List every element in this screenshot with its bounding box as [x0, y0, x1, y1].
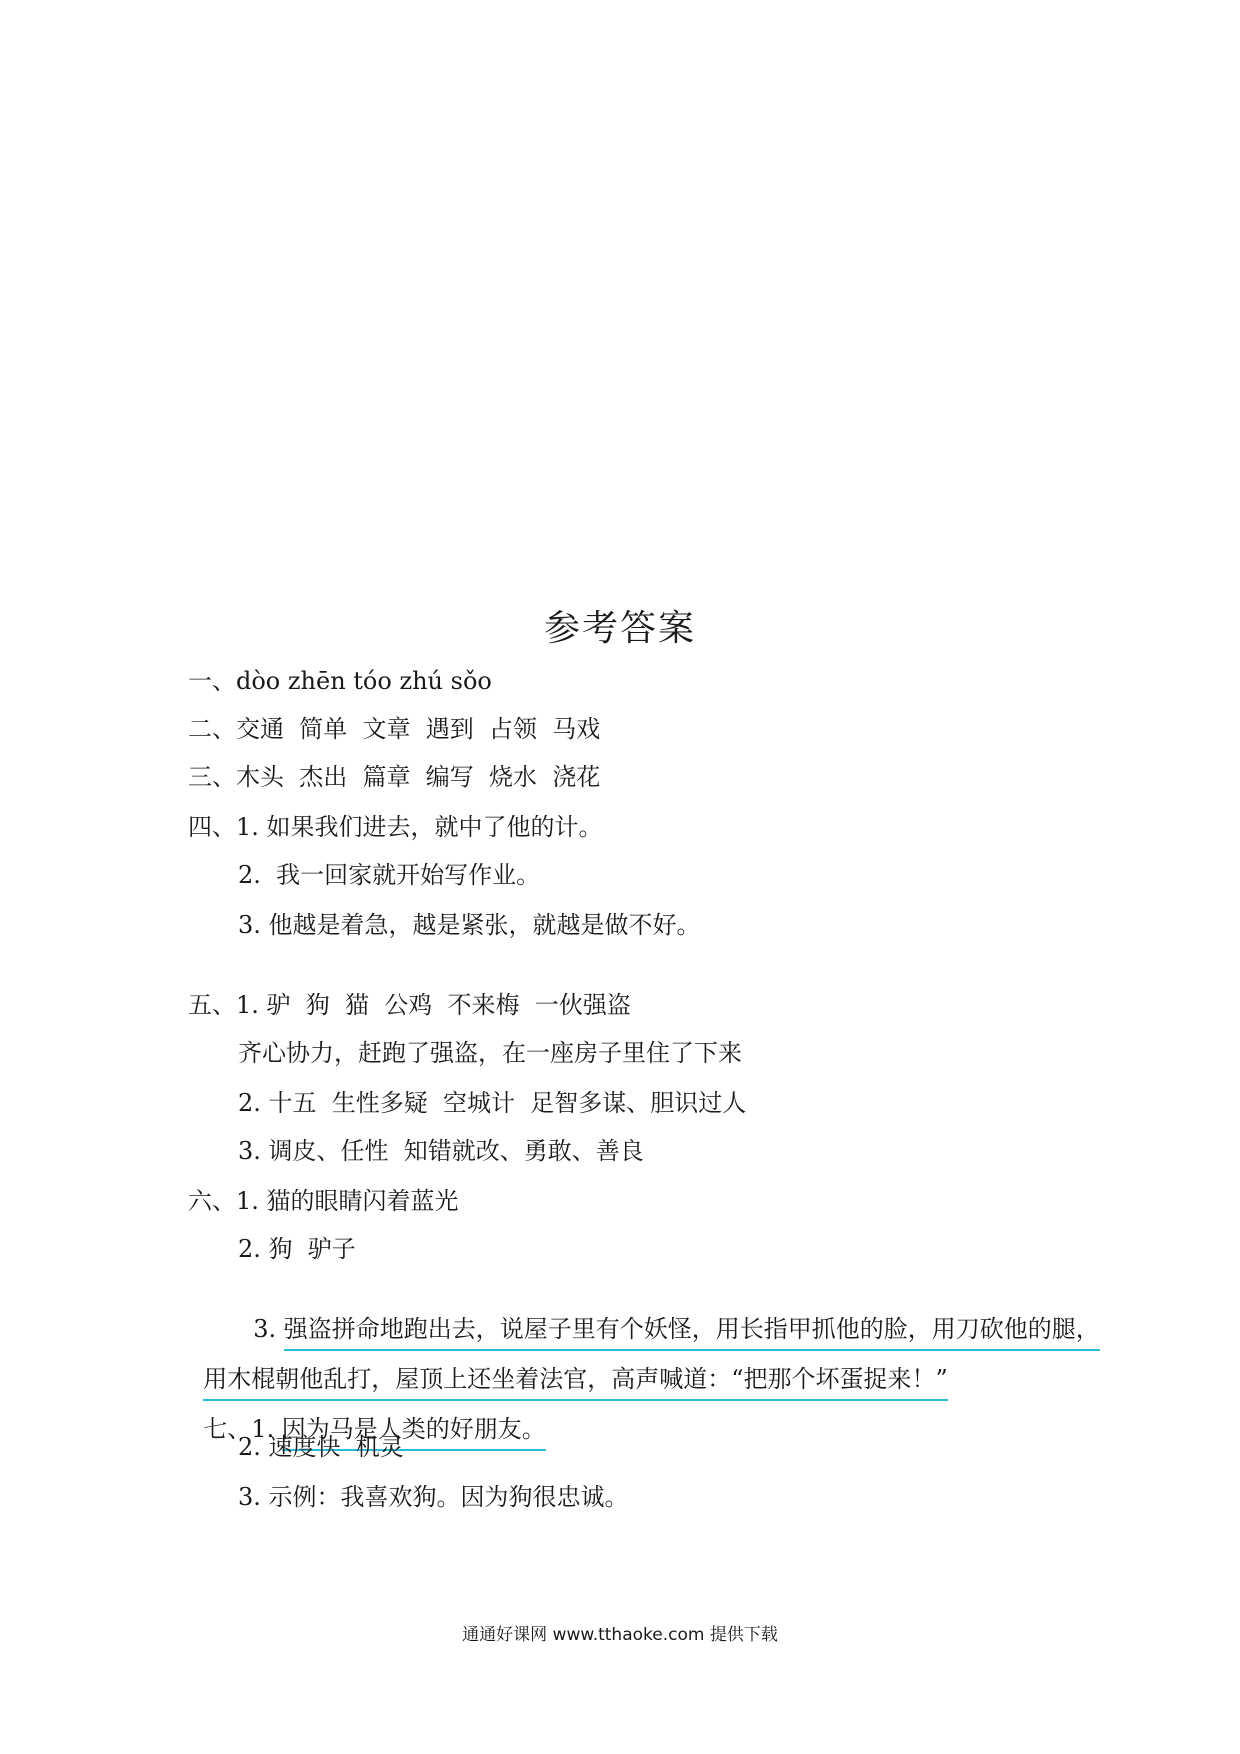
highlighted-answer-line-2: 用木棍朝他乱打，屋顶上还坐着法官，高声喊道：“把那个坏蛋捉来！”	[203, 1365, 948, 1401]
answer-section-7-item-2: 2. 速度快 机灵	[238, 1433, 404, 1461]
answer-section-4-item-2: 2. 我一回家就开始写作业。	[238, 861, 541, 889]
answer-section-7-item-3: 3. 示例：我喜欢狗。因为狗很忠诚。	[238, 1483, 629, 1511]
highlighted-answer-line-1: 强盗拼命地跑出去，说屋子里有个妖怪，用长指甲抓他的脸，用刀砍他的腿，	[284, 1315, 1100, 1351]
answer-section-1: 一、dòo zhēn tóo zhú sǒo	[188, 667, 492, 695]
answer-section-6-item-1: 六、1. 猫的眼睛闪着蓝光	[188, 1187, 459, 1215]
answer-section-6-item-2: 2. 狗 驴子	[238, 1235, 356, 1263]
answer-section-2: 二、交通 简单 文章 遇到 占领 马戏	[188, 715, 601, 743]
highlighted-answer-line-3: 因为马是人类的好朋友。	[282, 1415, 546, 1451]
answer-section-4-item-1: 四、1. 如果我们进去，就中了他的计。	[188, 813, 603, 841]
answer-section-5-item-1-continued: 齐心协力，赶跑了强盗，在一座房子里住了下来	[238, 1039, 742, 1067]
answer-section-5-item-2: 2. 十五 生性多疑 空城计 足智多谋、胆识过人	[238, 1089, 747, 1117]
answer-section-3: 三、木头 杰出 篇章 编写 烧水 浇花	[188, 763, 601, 791]
answer-section-5-item-3: 3. 调皮、任性 知错就改、勇敢、善良	[238, 1137, 644, 1165]
page-title: 参考答案	[543, 608, 696, 649]
answer-section-6-item-3-number: 3.	[253, 1315, 284, 1343]
answer-section-4-item-3: 3. 他越是着急，越是紧张，就越是做不好。	[238, 911, 701, 939]
footer-credit: 通通好课网 www.tthaoke.com 提供下载	[462, 1625, 778, 1645]
answer-section-7-item-1-number: 七、1.	[203, 1415, 282, 1443]
answer-section-5-item-1: 五、1. 驴 狗 猫 公鸡 不来梅 一伙强盗	[188, 991, 631, 1019]
